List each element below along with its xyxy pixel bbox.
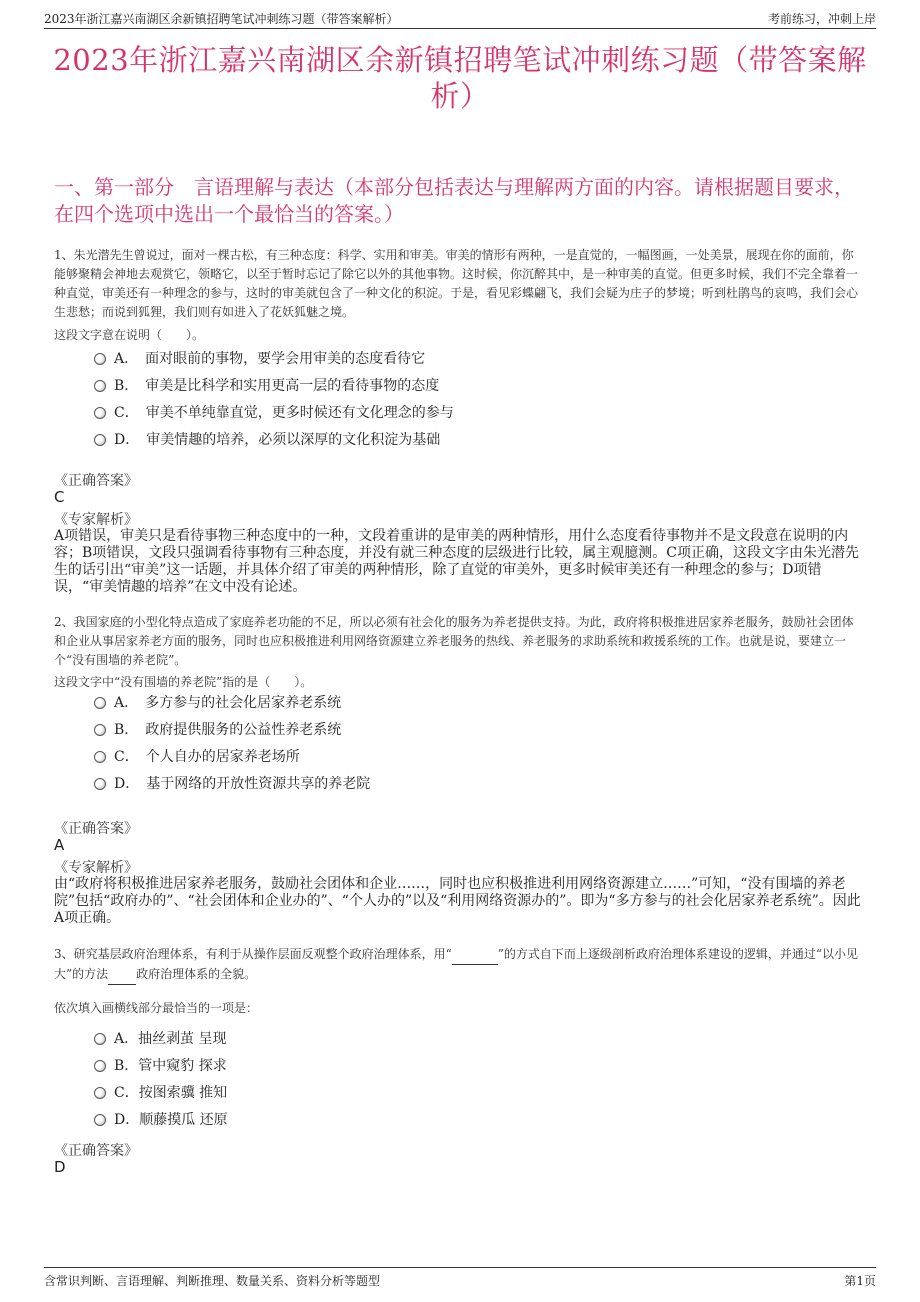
analysis-text: 由“政府将积极推进居家养老服务，鼓励社会团体和企业……，同时也应积极推进利用网络资源建立……”可知，“没有围墙的养老院”包括“政府办的”、“社会团体和企业办的”、“个人办的”以及“利用网络资源办的”。即为“多方参与的社会化居家养老系统”。因此A项正确。 — [54, 876, 861, 926]
question-2-prompt: 这段文字中“没有围墙的养老院”指的是（ ）。 — [54, 675, 313, 689]
question-2-text: 2、我国家庭的小型化特点造成了家庭养老功能的不足，所以必须有社会化的服务为养老提供支持。为此，政府将积极推进居家养老服务，鼓励社会团体和企业从事居家养老方面的服务，同时也应积极推进利用网络资源建立养老服务的热线、养老服务的求助系统和救援系统的工作。也就是说，要建立一个“没有围墙的养老院”。 — [54, 615, 854, 667]
header-slogan: 考前练习，冲刺上岸 — [767, 12, 876, 26]
radio-button-icon[interactable] — [94, 380, 106, 392]
radio-button-icon[interactable] — [94, 697, 106, 709]
document-title: 2023年浙江嘉兴南湖区余新镇招聘笔试冲刺练习题（带答案解析） — [53, 43, 867, 113]
fill-blank-2 — [108, 965, 136, 985]
page-header — [44, 8, 876, 29]
radio-button-icon[interactable] — [94, 407, 106, 419]
radio-button-icon[interactable] — [94, 1060, 106, 1072]
radio-button-icon[interactable] — [94, 434, 106, 446]
correct-answer-label: 《正确答案》 — [54, 1143, 138, 1159]
page-number: 第1页 — [844, 1274, 876, 1288]
correct-answer: D — [54, 1158, 66, 1176]
radio-button-icon[interactable] — [94, 1033, 106, 1045]
analysis-label: 《专家解析》 — [54, 512, 138, 528]
section-heading: 一、第一部分 言语理解与表达（本部分包括表达与理解两方面的内容。请根据题目要求，在四个选项中选出一个最恰当的答案。） — [54, 175, 854, 226]
radio-button-icon[interactable] — [94, 1114, 106, 1126]
header-doc-title: 2023年浙江嘉兴南湖区余新镇招聘笔试冲刺练习题（带答案解析） — [44, 12, 399, 26]
question-1-prompt: 这段文字意在说明（ ）。 — [54, 328, 205, 342]
analysis-text: A项错误，审美只是看待事物三种态度中的一种，文段着重讲的是审美的两种情形，用什么态度看待事物并不是文段意在说明的内容；B项错误，文段只强调看待事物有三种态度，并没有就三种态度的层级进行比较，属主观臆测。C项正确，这段文字由朱光潜先生的话引出“审美”这一话题，并具体介绍了审美的两种情形，除了直觉的审美外，更多时候审美还有一种理念的参与；D项错误，“审美情趣的培养”在文中没有论述。 — [54, 528, 859, 595]
footer-note: 含常识判断、言语理解、判断推理、数量关系、资料分析等题型 — [44, 1274, 381, 1288]
radio-button-icon[interactable] — [94, 751, 106, 763]
correct-answer-label: 《正确答案》 — [54, 473, 138, 489]
correct-answer: C — [54, 488, 65, 506]
analysis-label: 《专家解析》 — [54, 860, 138, 876]
radio-button-icon[interactable] — [94, 778, 106, 790]
question-1-text: 1、朱光潜先生曾说过，面对一棵古松，有三种态度：科学、实用和审美。审美的情形有两种，一是直觉的，一幅图画，一处美景，展现在你的面前，你能够聚精会神地去观赏它，领略它，以至于暂时忘记了除它以外的其他事物。这时候，你沉醉其中，是一种审美的直觉。但更多时候，我们不完全靠着一种直觉，审美还有一种理念的参与，这时的审美就包含了一种文化的积淀。于是，看见彩蝶翩飞，我们会疑为庄子的梦境；听到杜鹃鸟的哀鸣，我们会心生悲愁；而说到狐狸，我们则有如进入了花妖狐魅之境。 — [54, 248, 859, 319]
correct-answer-label: 《正确答案》 — [54, 821, 138, 837]
question-3-text: 3、研究基层政府治理体系，有利于从操作层面反观整个政府治理体系，用“ ”的方式自下而上逐级剖析政府治理体系建设的逻辑，并通过“以小见大”的方法 政府治理体系的全貌。 — [54, 945, 862, 985]
radio-button-icon[interactable] — [94, 1087, 106, 1099]
radio-button-icon[interactable] — [94, 724, 106, 736]
radio-button-icon[interactable] — [94, 353, 106, 365]
question-3-prompt: 依次填入画横线部分最恰当的一项是： — [54, 1001, 259, 1015]
correct-answer: A — [54, 836, 65, 854]
page-footer — [44, 1267, 876, 1290]
fill-blank-1 — [452, 945, 498, 965]
